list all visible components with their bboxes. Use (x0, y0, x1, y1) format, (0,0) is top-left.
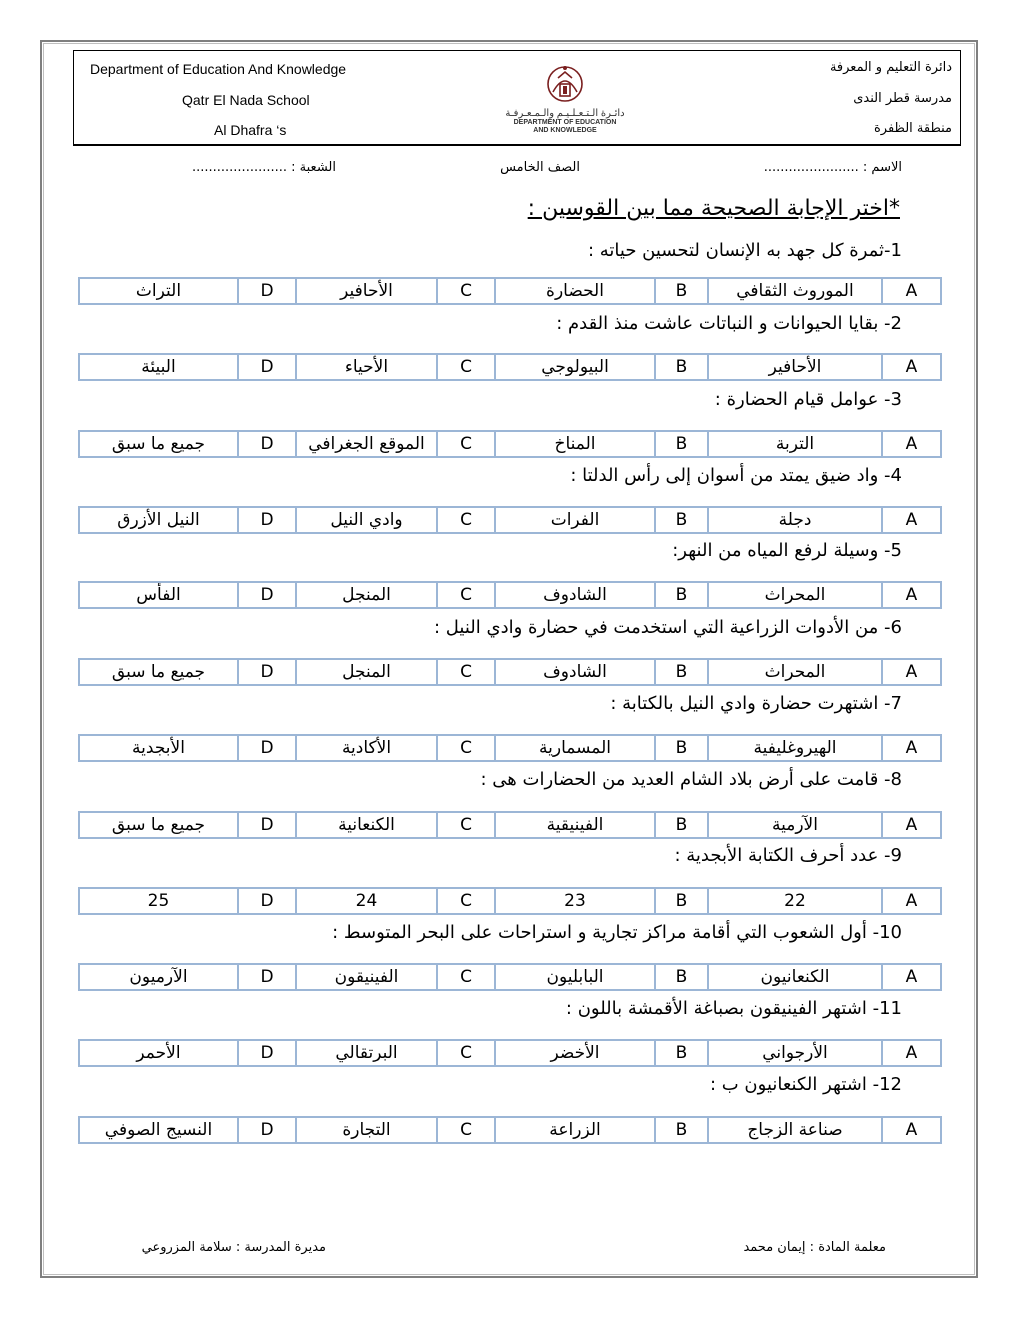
option-b: الحضارة (495, 278, 655, 304)
option-c: الموقع الجغرافي (296, 431, 437, 457)
option-letter-c: C (437, 1040, 495, 1066)
school-name-en: Qatr El Nada School (182, 92, 310, 108)
option-letter-c: C (437, 659, 495, 685)
option-a: الآرمية (708, 812, 882, 838)
option-letter-c: C (437, 431, 495, 457)
dept-name-en: Department of Education And Knowledge (90, 61, 347, 77)
option-c: المنجل (296, 582, 437, 608)
option-letter-b: B (655, 507, 708, 533)
option-d: الفأس (136, 585, 181, 605)
option-a: المحراث (708, 659, 882, 685)
option-a: الموروث الثقافي (708, 278, 882, 304)
question-text: 3- عوامل قيام الحضارة : (714, 389, 902, 410)
option-letter-a: A (882, 1040, 941, 1066)
option-letter-d: D (238, 1040, 296, 1066)
option-a: صناعة الزجاج (708, 1117, 882, 1143)
question-text: 11- اشتهر الفينيقون بصباغة الأقمشة باللون : (565, 998, 902, 1019)
option-c: الأحافير (296, 278, 437, 304)
question-text: 1-ثمرة كل جهد به الإنسان لتحسين حياته : (587, 240, 902, 261)
option-b: الأخضر (495, 1040, 655, 1066)
option-letter-b: B (655, 431, 708, 457)
option-b: الشادوف (495, 582, 655, 608)
option-letter-b: B (655, 1040, 708, 1066)
option-letter-b: B (655, 735, 708, 761)
option-b: 23 (495, 888, 655, 914)
options-table (78, 581, 942, 609)
option-c: وادي النيل (296, 507, 437, 533)
options-table (78, 430, 942, 458)
option-d: جميع ما سبق (111, 662, 206, 682)
option-d: الآرميون (129, 967, 188, 987)
option-d: جميع ما سبق (111, 815, 206, 835)
option-letter-a: A (882, 964, 941, 990)
option-letter-a: A (882, 812, 941, 838)
option-letter-c: C (437, 582, 495, 608)
options-table (78, 811, 942, 839)
option-letter-b: B (655, 812, 708, 838)
option-letter-d: D (238, 1117, 296, 1143)
question-text: 8- قامت على أرض بلاد الشام العديد من الحضارات هى : (480, 769, 902, 790)
option-a: الأحافير (708, 354, 882, 380)
options-table (78, 506, 942, 534)
options-table (78, 277, 942, 305)
option-letter-d: D (238, 964, 296, 990)
section-field: الشعبة : ....................... (191, 160, 336, 175)
option-c: الفينيقون (296, 964, 437, 990)
option-letter-d: D (238, 507, 296, 533)
option-a: الكنعانيون (708, 964, 882, 990)
option-a: المحراث (708, 582, 882, 608)
region-name-ar: منطقة الظفرة (873, 121, 952, 136)
option-b: الشادوف (495, 659, 655, 685)
option-b: البيولوجي (495, 354, 655, 380)
option-letter-a: A (882, 278, 941, 304)
option-letter-c: C (437, 507, 495, 533)
options-table (78, 734, 942, 762)
option-d: التراث (135, 281, 182, 301)
options-table (78, 353, 942, 381)
option-letter-a: A (882, 354, 941, 380)
option-d: البيئة (141, 357, 176, 377)
option-b: الزراعة (495, 1117, 655, 1143)
option-a: الأرجواني (708, 1040, 882, 1066)
option-a: الهيروغليفية (708, 735, 882, 761)
option-c: الكنعانية (296, 812, 437, 838)
question-text: 12- اشتهر الكنعانيون ب : (709, 1074, 902, 1095)
teacher-signature: معلمة المادة : إيمان محمد (743, 1240, 886, 1255)
option-a: دجلة (708, 507, 882, 533)
option-a: 22 (708, 888, 882, 914)
option-c: الأكادية (296, 735, 437, 761)
option-letter-b: B (655, 278, 708, 304)
option-d: النسيج الصوفي (104, 1120, 213, 1140)
option-letter-c: C (437, 354, 495, 380)
options-table (78, 887, 942, 915)
option-c: المنجل (296, 659, 437, 685)
option-b: البابليون (495, 964, 655, 990)
option-letter-a: A (882, 1117, 941, 1143)
options-table (78, 1039, 942, 1067)
option-letter-a: A (882, 888, 941, 914)
option-letter-a: A (882, 582, 941, 608)
option-letter-a: A (882, 735, 941, 761)
option-letter-a: A (882, 659, 941, 685)
option-letter-c: C (437, 964, 495, 990)
student-name-field: الاسم : ....................... (763, 160, 902, 175)
logo-caption-en-line1: DEPARTMENT OF EDUCATION (513, 119, 617, 126)
option-letter-d: D (238, 812, 296, 838)
option-d: النيل الأزرق (117, 510, 200, 530)
option-letter-d: D (238, 431, 296, 457)
question-text: 2- بقايا الحيوانات و النباتات عاشت منذ القدم : (556, 313, 902, 334)
option-letter-d: D (238, 888, 296, 914)
option-b: المناخ (495, 431, 655, 457)
option-letter-a: A (882, 507, 941, 533)
option-c: البرتقالي (296, 1040, 437, 1066)
option-b: الفينيقية (495, 812, 655, 838)
option-b: الفرات (495, 507, 655, 533)
option-letter-b: B (655, 1117, 708, 1143)
option-letter-b: B (655, 659, 708, 685)
option-letter-a: A (882, 431, 941, 457)
option-d: 25 (147, 891, 170, 911)
school-name-ar: مدرسة قطر الندى (853, 91, 952, 106)
option-d: الأبجدية (132, 738, 185, 758)
dept-name-ar: دائرة التعليم و المعرفة (829, 60, 952, 75)
option-letter-b: B (655, 582, 708, 608)
option-letter-c: C (437, 278, 495, 304)
region-name-en: Al Dhafra ‘s (214, 122, 287, 138)
logo-caption-en-line2: AND KNOWLEDGE (533, 127, 597, 134)
option-c: الأحياء (296, 354, 437, 380)
question-text: 4- واد ضيق يمتد من أسوان إلى رأس الدلتا : (570, 465, 902, 486)
question-text: 5- وسيلة لرفع المياه من النهر: (672, 540, 902, 561)
option-letter-c: C (437, 812, 495, 838)
option-c: 24 (296, 888, 437, 914)
option-d: جميع ما سبق (111, 434, 206, 454)
option-letter-c: C (437, 1117, 495, 1143)
principal-signature: مديرة المدرسة : سلامة المزروعي (141, 1240, 326, 1255)
option-d: الأحمر (136, 1043, 181, 1063)
option-letter-d: D (238, 354, 296, 380)
question-text: 10- أول الشعوب التي أقامة مراكز تجارية و استراحات على البحر المتوسط : (332, 922, 902, 943)
logo-caption-ar: دائـرة الـتـعـلـيـم والـمـعـرفـة (505, 108, 625, 119)
options-table (78, 658, 942, 686)
option-letter-c: C (437, 888, 495, 914)
option-letter-b: B (655, 888, 708, 914)
question-text: 6- من الأدوات الزراعية التي استخدمت في حضارة وادي النيل : (434, 617, 902, 638)
options-table (78, 1116, 942, 1144)
question-text: 9- عدد أحرف الكتابة الأبجدية : (674, 845, 902, 866)
option-letter-c: C (437, 735, 495, 761)
instruction-heading: *اختر الإجابة الصحيحة مما بين القوسين : (527, 196, 900, 221)
option-letter-b: B (655, 354, 708, 380)
option-letter-d: D (238, 735, 296, 761)
option-c: التجارة (296, 1117, 437, 1143)
options-table (78, 963, 942, 991)
option-letter-d: D (238, 659, 296, 685)
question-text: 7- اشتهرت حضارة وادي النيل بالكتابة : (610, 693, 902, 714)
option-a: التربة (708, 431, 882, 457)
option-letter-d: D (238, 278, 296, 304)
option-letter-b: B (655, 964, 708, 990)
option-b: المسمارية (495, 735, 655, 761)
option-letter-d: D (238, 582, 296, 608)
grade-label: الصف الخامس (500, 160, 580, 175)
